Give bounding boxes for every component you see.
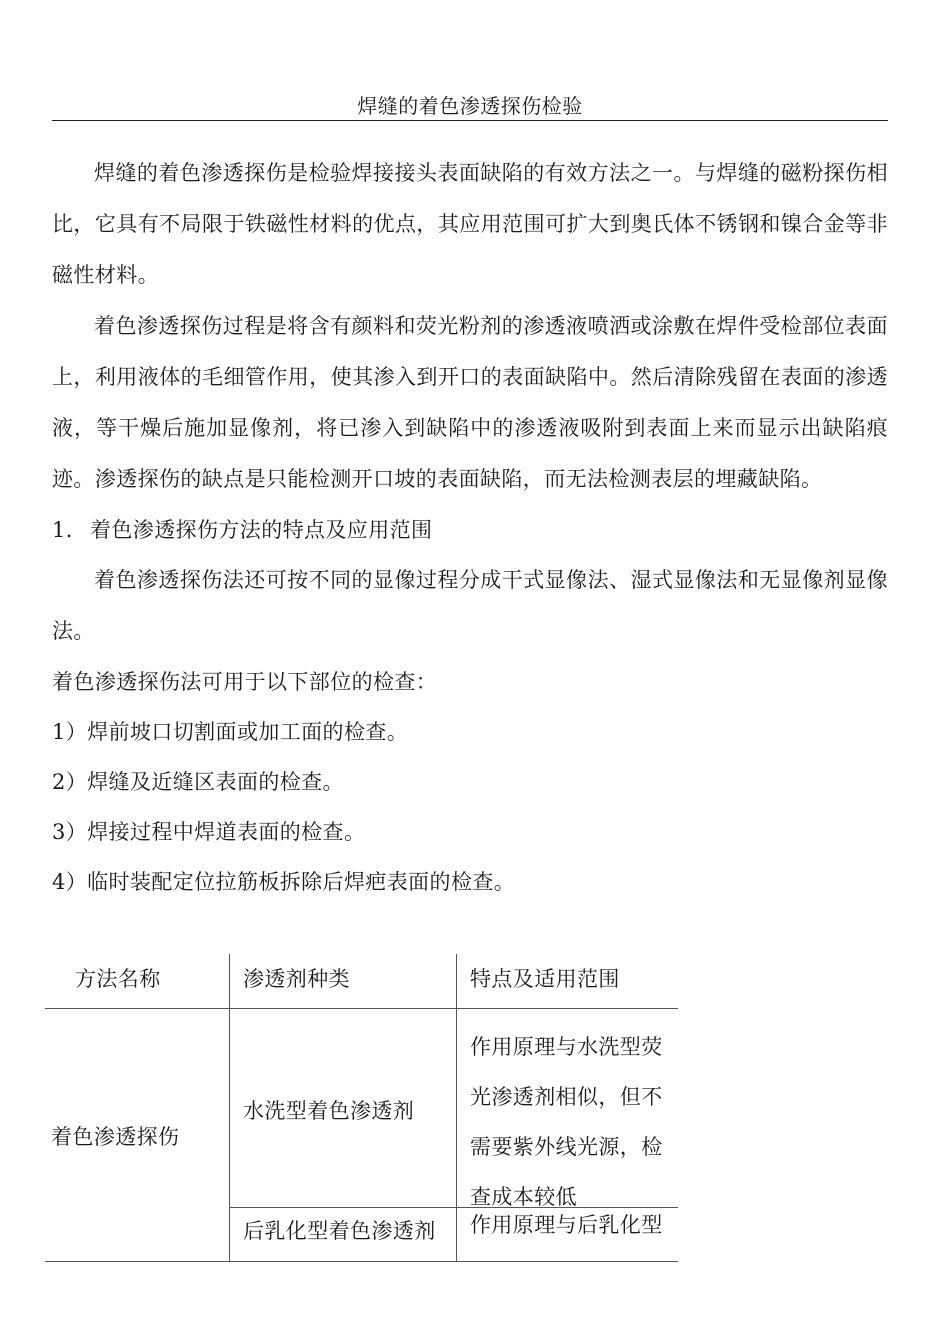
table-cell-type: 水洗型着色渗透剂	[243, 1099, 415, 1123]
paragraph-intro: 焊缝的着色渗透探伤是检验焊接接头表面缺陷的有效方法之一。与焊缝的磁粉探伤相比，它具有不局限于铁磁性材料的优点，其应用范围可扩大到奥氏体不锈钢和镍合金等非磁性材料。	[52, 161, 888, 287]
table-rule	[45, 1261, 678, 1262]
table-divider	[456, 954, 457, 1262]
paragraph-methods: 着色渗透探伤法还可按不同的显像过程分成干式显像法、湿式显像法和无显像剂显像法。	[52, 568, 888, 643]
table-divider	[229, 954, 230, 1262]
document-title: 焊缝的着色渗透探伤检验	[357, 94, 583, 118]
document-body	[52, 148, 888, 907]
paragraph-process: 着色渗透探伤过程是将含有颜料和荧光粉剂的渗透液喷洒或涂敷在焊件受检部位表面上，利用液体的毛细管作用，使其渗入到开口的表面缺陷中。然后清除残留在表面的渗透液，等干燥后施加显像剂，将已渗入到缺陷中的渗透液吸附到表面上来而显示出缺陷痕迹。渗透探伤的缺点是只能检测开口坡的表面缺陷，而无法检测表层的埋藏缺陷。	[52, 314, 888, 491]
table-cell-method: 着色渗透探伤	[51, 1125, 180, 1149]
list-item: 2）焊缝及近缝区表面的检查。	[52, 770, 344, 794]
section-number: 1.	[52, 518, 73, 542]
page-header	[52, 92, 888, 121]
table-cell-desc: 作用原理与后乳化型	[470, 1213, 663, 1237]
table-header-method: 方法名称	[75, 967, 161, 991]
list-item: 3）焊接过程中焊道表面的检查。	[52, 820, 366, 844]
table-cell-type: 后乳化型着色渗透剂	[243, 1219, 436, 1243]
list-item: 4）临时装配定位拉筋板拆除后焊疤表面的检查。	[52, 870, 516, 894]
table-rule	[45, 1008, 678, 1009]
section-title: 着色渗透探伤方法的特点及应用范围	[90, 518, 433, 542]
list-item: 1）焊前坡口切割面或加工面的检查。	[52, 720, 409, 744]
method-table	[45, 954, 678, 1262]
table-header-type: 渗透剂种类	[243, 967, 350, 991]
section-heading	[52, 505, 888, 555]
table-header-scope: 特点及适用范围	[470, 967, 620, 991]
list-intro: 着色渗透探伤法可用于以下部位的检查：	[52, 670, 438, 694]
table-cell-desc: 作用原理与水洗型荧 光渗透剂相似，但不 需要紫外线光源，检 查成本较低	[470, 1035, 663, 1209]
